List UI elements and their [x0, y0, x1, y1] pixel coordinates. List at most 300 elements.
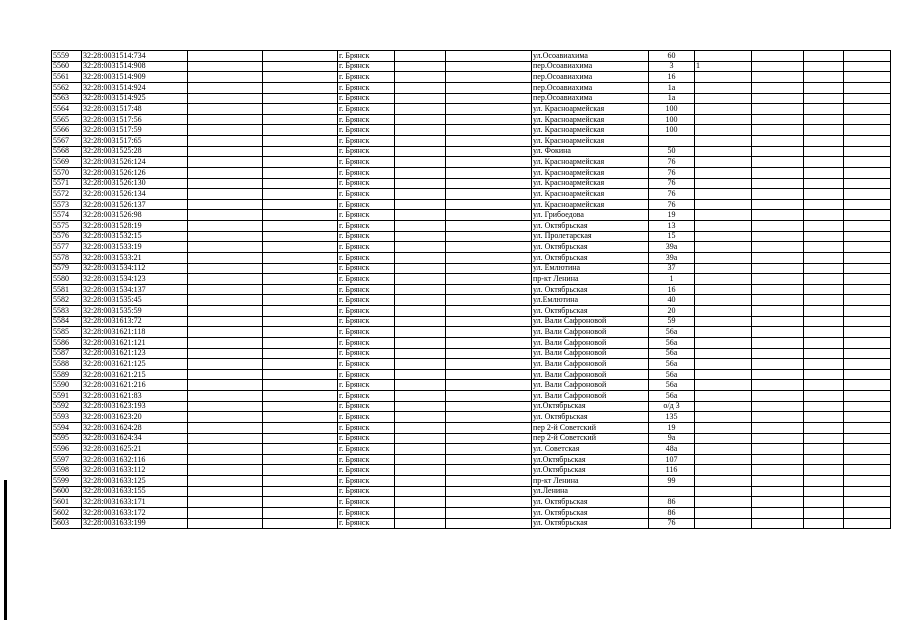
- extra-cell: [695, 136, 752, 147]
- empty-cell: [752, 114, 804, 125]
- table-row: [52, 337, 891, 348]
- empty-cell: [263, 167, 338, 178]
- empty-cell: [844, 369, 891, 380]
- empty-cell: [446, 221, 532, 232]
- house-number-cell: 19: [649, 422, 695, 433]
- empty-cell: [804, 433, 844, 444]
- empty-cell: [188, 422, 263, 433]
- empty-cell: [752, 263, 804, 274]
- house-number-cell: 56а: [649, 369, 695, 380]
- empty-cell: [446, 252, 532, 263]
- city-cell: г. Брянск: [338, 295, 395, 306]
- table-row: [52, 295, 891, 306]
- extra-cell: [695, 369, 752, 380]
- city-cell: г. Брянск: [338, 348, 395, 359]
- empty-cell: [804, 136, 844, 147]
- street-cell: ул. Фокина: [532, 146, 649, 157]
- empty-cell: [752, 369, 804, 380]
- empty-cell: [188, 242, 263, 253]
- empty-cell: [395, 327, 446, 338]
- table-row: [52, 221, 891, 232]
- empty-cell: [844, 61, 891, 72]
- empty-cell: [752, 199, 804, 210]
- empty-cell: [844, 327, 891, 338]
- city-cell: г. Брянск: [338, 476, 395, 487]
- scan-edge-mark: [4, 480, 7, 620]
- extra-cell: [695, 72, 752, 83]
- empty-cell: [395, 146, 446, 157]
- house-number-cell: 9а: [649, 433, 695, 444]
- empty-cell: [804, 252, 844, 263]
- empty-cell: [844, 252, 891, 263]
- empty-cell: [395, 486, 446, 497]
- house-number-cell: 48а: [649, 444, 695, 455]
- house-number-cell: 100: [649, 104, 695, 115]
- empty-cell: [804, 61, 844, 72]
- city-cell: г. Брянск: [338, 146, 395, 157]
- extra-cell: [695, 507, 752, 518]
- empty-cell: [844, 51, 891, 62]
- city-cell: г. Брянск: [338, 274, 395, 285]
- city-cell: г. Брянск: [338, 306, 395, 317]
- cadastral-number-cell: 32:28:0031514:909: [82, 72, 188, 83]
- empty-cell: [804, 199, 844, 210]
- table-row: [52, 274, 891, 285]
- empty-cell: [752, 486, 804, 497]
- house-number-cell: 135: [649, 412, 695, 423]
- empty-cell: [263, 210, 338, 221]
- empty-cell: [804, 401, 844, 412]
- empty-cell: [395, 337, 446, 348]
- empty-cell: [844, 72, 891, 83]
- cadastral-number-cell: 32:28:0031526:134: [82, 189, 188, 200]
- empty-cell: [804, 72, 844, 83]
- extra-cell: [695, 178, 752, 189]
- cadastral-number-cell: 32:28:0031526:130: [82, 178, 188, 189]
- street-cell: ул.Ленина: [532, 486, 649, 497]
- street-cell: ул. Октябрьская: [532, 252, 649, 263]
- empty-cell: [752, 507, 804, 518]
- street-cell: пер.Осоавиахима: [532, 82, 649, 93]
- empty-cell: [844, 401, 891, 412]
- empty-cell: [752, 422, 804, 433]
- row-number-cell: 5589: [52, 369, 82, 380]
- empty-cell: [188, 316, 263, 327]
- house-number-cell: 100: [649, 114, 695, 125]
- street-cell: пер 2-й Советский: [532, 433, 649, 444]
- cadastral-number-cell: 32:28:0031621:83: [82, 391, 188, 402]
- empty-cell: [804, 507, 844, 518]
- street-cell: ул. Вали Сафроновой: [532, 380, 649, 391]
- empty-cell: [446, 337, 532, 348]
- empty-cell: [188, 210, 263, 221]
- cadastral-number-cell: 32:28:0031613:72: [82, 316, 188, 327]
- cadastral-number-cell: 32:28:0031623:193: [82, 401, 188, 412]
- empty-cell: [752, 465, 804, 476]
- empty-cell: [446, 422, 532, 433]
- extra-cell: [695, 476, 752, 487]
- empty-cell: [804, 114, 844, 125]
- row-number-cell: 5567: [52, 136, 82, 147]
- table-row: [52, 157, 891, 168]
- house-number-cell: 16: [649, 284, 695, 295]
- empty-cell: [395, 178, 446, 189]
- empty-cell: [752, 295, 804, 306]
- cadastral-number-cell: 32:28:0031526:124: [82, 157, 188, 168]
- street-cell: ул. Красноармейская: [532, 114, 649, 125]
- empty-cell: [804, 51, 844, 62]
- empty-cell: [263, 422, 338, 433]
- row-number-cell: 5574: [52, 210, 82, 221]
- extra-cell: [695, 380, 752, 391]
- house-number-cell: 56а: [649, 380, 695, 391]
- city-cell: г. Брянск: [338, 231, 395, 242]
- empty-cell: [395, 433, 446, 444]
- empty-cell: [188, 507, 263, 518]
- table-row: [52, 454, 891, 465]
- empty-cell: [752, 189, 804, 200]
- cadastral-number-cell: 32:28:0031517:59: [82, 125, 188, 136]
- empty-cell: [446, 157, 532, 168]
- empty-cell: [188, 199, 263, 210]
- city-cell: г. Брянск: [338, 263, 395, 274]
- empty-cell: [188, 136, 263, 147]
- empty-cell: [446, 327, 532, 338]
- house-number-cell: 16: [649, 72, 695, 83]
- empty-cell: [188, 401, 263, 412]
- empty-cell: [446, 380, 532, 391]
- street-cell: ул. Вали Сафроновой: [532, 359, 649, 370]
- empty-cell: [844, 454, 891, 465]
- empty-cell: [752, 433, 804, 444]
- empty-cell: [446, 391, 532, 402]
- empty-cell: [446, 369, 532, 380]
- city-cell: г. Брянск: [338, 189, 395, 200]
- empty-cell: [263, 146, 338, 157]
- empty-cell: [395, 454, 446, 465]
- extra-cell: [695, 316, 752, 327]
- empty-cell: [804, 125, 844, 136]
- extra-cell: [695, 167, 752, 178]
- empty-cell: [844, 136, 891, 147]
- table-row: [52, 412, 891, 423]
- city-cell: г. Брянск: [338, 72, 395, 83]
- empty-cell: [188, 486, 263, 497]
- empty-cell: [263, 444, 338, 455]
- extra-cell: [695, 486, 752, 497]
- street-cell: ул. Пролетарская: [532, 231, 649, 242]
- empty-cell: [263, 401, 338, 412]
- extra-cell: [695, 189, 752, 200]
- cadastral-number-cell: 32:28:0031517:56: [82, 114, 188, 125]
- empty-cell: [446, 433, 532, 444]
- street-cell: пер.Осоавиахима: [532, 72, 649, 83]
- empty-cell: [188, 433, 263, 444]
- extra-cell: [695, 465, 752, 476]
- empty-cell: [395, 507, 446, 518]
- street-cell: ул. Красноармейская: [532, 125, 649, 136]
- street-cell: пр-кт Ленина: [532, 476, 649, 487]
- empty-cell: [263, 306, 338, 317]
- cadastral-number-cell: 32:28:0031621:118: [82, 327, 188, 338]
- empty-cell: [263, 252, 338, 263]
- empty-cell: [804, 306, 844, 317]
- empty-cell: [752, 284, 804, 295]
- empty-cell: [188, 167, 263, 178]
- street-cell: ул. Октябрьская: [532, 221, 649, 232]
- empty-cell: [446, 274, 532, 285]
- empty-cell: [188, 274, 263, 285]
- empty-cell: [752, 178, 804, 189]
- extra-cell: [695, 284, 752, 295]
- table-row: [52, 422, 891, 433]
- cadastral-number-cell: 32:28:0031633:155: [82, 486, 188, 497]
- cadastral-number-cell: 32:28:0031621:123: [82, 348, 188, 359]
- empty-cell: [804, 518, 844, 529]
- empty-cell: [446, 359, 532, 370]
- row-number-cell: 5569: [52, 157, 82, 168]
- row-number-cell: 5564: [52, 104, 82, 115]
- city-cell: г. Брянск: [338, 104, 395, 115]
- street-cell: ул.Емлютина: [532, 295, 649, 306]
- empty-cell: [188, 231, 263, 242]
- empty-cell: [395, 518, 446, 529]
- house-number-cell: 116: [649, 465, 695, 476]
- empty-cell: [263, 359, 338, 370]
- street-cell: ул.Октябрьская: [532, 465, 649, 476]
- empty-cell: [804, 337, 844, 348]
- table-row: [52, 444, 891, 455]
- table-row: [52, 369, 891, 380]
- house-number-cell: 107: [649, 454, 695, 465]
- extra-cell: [695, 348, 752, 359]
- empty-cell: [446, 210, 532, 221]
- street-cell: ул. Красноармейская: [532, 178, 649, 189]
- house-number-cell: 76: [649, 189, 695, 200]
- empty-cell: [263, 51, 338, 62]
- house-number-cell: 13: [649, 221, 695, 232]
- empty-cell: [446, 465, 532, 476]
- row-number-cell: 5583: [52, 306, 82, 317]
- empty-cell: [263, 263, 338, 274]
- cadastral-number-cell: 32:28:0031624:28: [82, 422, 188, 433]
- empty-cell: [752, 146, 804, 157]
- house-number-cell: 76: [649, 199, 695, 210]
- street-cell: ул. Октябрьская: [532, 412, 649, 423]
- cadastral-number-cell: 32:28:0031535:45: [82, 295, 188, 306]
- empty-cell: [446, 199, 532, 210]
- empty-cell: [844, 242, 891, 253]
- empty-cell: [446, 518, 532, 529]
- table-row: [52, 125, 891, 136]
- empty-cell: [844, 337, 891, 348]
- house-number-cell: 1а: [649, 82, 695, 93]
- table-row: [52, 391, 891, 402]
- empty-cell: [446, 242, 532, 253]
- cadastral-number-cell: 32:28:0031528:19: [82, 221, 188, 232]
- empty-cell: [844, 412, 891, 423]
- row-number-cell: 5591: [52, 391, 82, 402]
- empty-cell: [446, 348, 532, 359]
- extra-cell: [695, 51, 752, 62]
- empty-cell: [395, 231, 446, 242]
- row-number-cell: 5581: [52, 284, 82, 295]
- row-number-cell: 5579: [52, 263, 82, 274]
- empty-cell: [263, 497, 338, 508]
- row-number-cell: 5565: [52, 114, 82, 125]
- city-cell: г. Брянск: [338, 51, 395, 62]
- empty-cell: [395, 199, 446, 210]
- row-number-cell: 5580: [52, 274, 82, 285]
- empty-cell: [804, 146, 844, 157]
- cadastral-number-cell: 32:28:0031625:21: [82, 444, 188, 455]
- extra-cell: [695, 242, 752, 253]
- empty-cell: [804, 412, 844, 423]
- empty-cell: [752, 401, 804, 412]
- street-cell: ул. Октябрьская: [532, 306, 649, 317]
- cadastral-number-cell: 32:28:0031633:199: [82, 518, 188, 529]
- row-number-cell: 5597: [52, 454, 82, 465]
- house-number-cell: 20: [649, 306, 695, 317]
- empty-cell: [844, 465, 891, 476]
- empty-cell: [395, 401, 446, 412]
- empty-cell: [752, 454, 804, 465]
- street-cell: ул. Вали Сафроновой: [532, 391, 649, 402]
- empty-cell: [752, 157, 804, 168]
- empty-cell: [446, 486, 532, 497]
- empty-cell: [844, 167, 891, 178]
- empty-cell: [395, 497, 446, 508]
- empty-cell: [395, 167, 446, 178]
- cadastral-number-cell: 32:28:0031623:20: [82, 412, 188, 423]
- empty-cell: [395, 51, 446, 62]
- extra-cell: [695, 306, 752, 317]
- empty-cell: [188, 82, 263, 93]
- row-number-cell: 5592: [52, 401, 82, 412]
- empty-cell: [263, 507, 338, 518]
- empty-cell: [804, 486, 844, 497]
- empty-cell: [844, 125, 891, 136]
- city-cell: г. Брянск: [338, 125, 395, 136]
- street-cell: ул. Советская: [532, 444, 649, 455]
- extra-cell: [695, 518, 752, 529]
- cadastral-number-cell: 32:28:0031621:215: [82, 369, 188, 380]
- empty-cell: [752, 316, 804, 327]
- empty-cell: [844, 146, 891, 157]
- empty-cell: [844, 199, 891, 210]
- empty-cell: [804, 231, 844, 242]
- street-cell: пер.Осоавиахима: [532, 93, 649, 104]
- house-number-cell: 86: [649, 507, 695, 518]
- empty-cell: [804, 454, 844, 465]
- table-row: [52, 93, 891, 104]
- empty-cell: [752, 231, 804, 242]
- city-cell: г. Брянск: [338, 369, 395, 380]
- house-number-cell: 86: [649, 497, 695, 508]
- table-row: [52, 189, 891, 200]
- city-cell: г. Брянск: [338, 465, 395, 476]
- empty-cell: [844, 263, 891, 274]
- house-number-cell: 1: [649, 274, 695, 285]
- empty-cell: [804, 497, 844, 508]
- empty-cell: [263, 476, 338, 487]
- cadastral-number-cell: 32:28:0031534:123: [82, 274, 188, 285]
- empty-cell: [752, 104, 804, 115]
- empty-cell: [395, 274, 446, 285]
- empty-cell: [263, 369, 338, 380]
- empty-cell: [188, 72, 263, 83]
- empty-cell: [188, 125, 263, 136]
- empty-cell: [804, 104, 844, 115]
- extra-cell: 1: [695, 61, 752, 72]
- table-row: [52, 104, 891, 115]
- extra-cell: [695, 337, 752, 348]
- street-cell: ул. Красноармейская: [532, 199, 649, 210]
- cadastral-number-cell: 32:28:0031624:34: [82, 433, 188, 444]
- empty-cell: [752, 348, 804, 359]
- cadastral-number-cell: 32:28:0031533:21: [82, 252, 188, 263]
- table-row: [52, 231, 891, 242]
- table-row: [52, 327, 891, 338]
- extra-cell: [695, 412, 752, 423]
- empty-cell: [844, 210, 891, 221]
- empty-cell: [446, 401, 532, 412]
- extra-cell: [695, 231, 752, 242]
- cadastral-number-cell: 32:28:0031534:137: [82, 284, 188, 295]
- empty-cell: [804, 93, 844, 104]
- empty-cell: [188, 146, 263, 157]
- empty-cell: [844, 284, 891, 295]
- empty-cell: [188, 348, 263, 359]
- empty-cell: [395, 157, 446, 168]
- cadastral-number-cell: 32:28:0031525:28: [82, 146, 188, 157]
- table-row: [52, 518, 891, 529]
- extra-cell: [695, 263, 752, 274]
- empty-cell: [188, 51, 263, 62]
- city-cell: г. Брянск: [338, 242, 395, 253]
- city-cell: г. Брянск: [338, 114, 395, 125]
- empty-cell: [844, 178, 891, 189]
- house-number-cell: 39а: [649, 252, 695, 263]
- empty-cell: [844, 316, 891, 327]
- street-cell: пер.Осоавиахима: [532, 61, 649, 72]
- city-cell: г. Брянск: [338, 167, 395, 178]
- row-number-cell: 5568: [52, 146, 82, 157]
- house-number-cell: [649, 136, 695, 147]
- table-row: [52, 401, 891, 412]
- empty-cell: [752, 380, 804, 391]
- empty-cell: [263, 178, 338, 189]
- empty-cell: [446, 82, 532, 93]
- extra-cell: [695, 401, 752, 412]
- empty-cell: [446, 497, 532, 508]
- city-cell: г. Брянск: [338, 444, 395, 455]
- empty-cell: [804, 295, 844, 306]
- empty-cell: [188, 476, 263, 487]
- empty-cell: [446, 284, 532, 295]
- street-cell: ул. Вали Сафроновой: [532, 327, 649, 338]
- city-cell: г. Брянск: [338, 391, 395, 402]
- table-row: [52, 306, 891, 317]
- empty-cell: [188, 61, 263, 72]
- empty-cell: [395, 252, 446, 263]
- empty-cell: [188, 465, 263, 476]
- empty-cell: [263, 433, 338, 444]
- cadastral-number-cell: 32:28:0031632:116: [82, 454, 188, 465]
- empty-cell: [188, 252, 263, 263]
- table-row: [52, 316, 891, 327]
- empty-cell: [188, 284, 263, 295]
